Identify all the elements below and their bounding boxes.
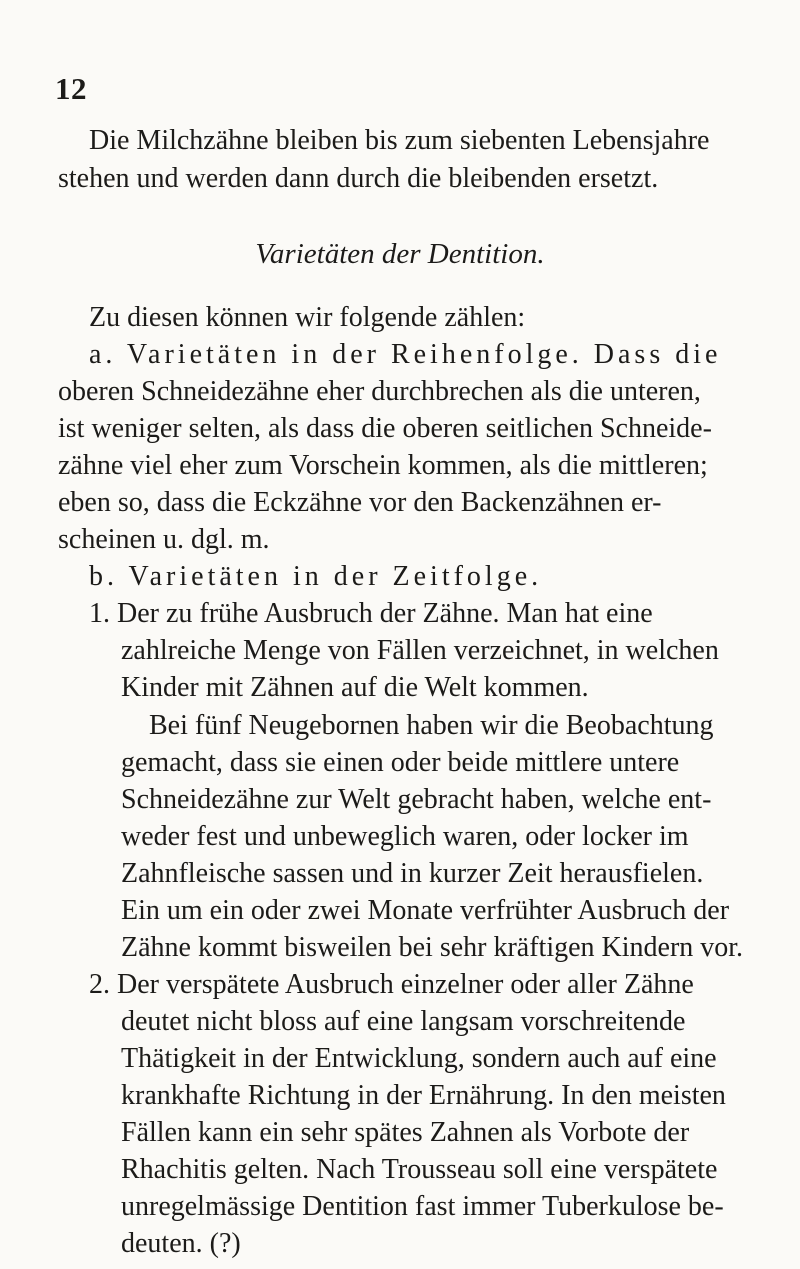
body-line: eben so, dass die Eckzähne vor den Backenzähnen er- xyxy=(58,487,662,518)
body-line: deuten. (?) xyxy=(121,1228,241,1259)
body-line: deutet nicht bloss auf eine langsam vorschreitende xyxy=(121,1006,686,1037)
body-line: Zu diesen können wir folgende zählen: xyxy=(89,302,526,333)
body-line: oberen Schneidezähne eher durchbrechen als die unteren, xyxy=(58,376,701,407)
body-line: Die Milchzähne bleiben bis zum siebenten Lebensjahre xyxy=(89,125,710,156)
body-line: Kinder mit Zähnen auf die Welt kommen. xyxy=(121,672,589,703)
body-line: gemacht, dass sie einen oder beide mittlere untere xyxy=(121,747,680,778)
body-line: Schneidezähne zur Welt gebracht haben, welche ent- xyxy=(121,784,712,815)
body-line: Zahnfleische sassen und in kurzer Zeit herausfielen. xyxy=(121,858,704,889)
body-line: Fällen kann ein sehr spätes Zahnen als Vorbote der xyxy=(121,1117,690,1148)
body-line: weder fest und unbeweglich waren, oder locker im xyxy=(121,821,689,852)
body-line: zahlreiche Menge von Fällen verzeichnet, in welchen xyxy=(121,635,719,666)
body-line: Bei fünf Neugebornen haben wir die Beobachtung xyxy=(149,710,714,741)
body-line: Ein um ein oder zwei Monate verfrühter Ausbruch der xyxy=(121,895,730,926)
body-line: stehen und werden dann durch die bleibenden ersetzt. xyxy=(58,163,659,194)
body-line: ist weniger selten, als dass die oberen seitlichen Schneide- xyxy=(58,413,712,444)
body-line: krankhafte Richtung in der Ernährung. In den meisten xyxy=(121,1080,726,1111)
body-line: scheinen u. dgl. m. xyxy=(58,524,270,555)
body-line: a. Varietäten in der Reihenfolge. Dass die xyxy=(89,339,722,370)
section-heading: Varietäten der Dentition. xyxy=(255,238,545,270)
body-line: unregelmässige Dentition fast immer Tuberkulose be- xyxy=(121,1191,724,1222)
body-line: Rhachitis gelten. Nach Trousseau soll eine verspätete xyxy=(121,1154,718,1185)
body-line: zähne viel eher zum Vorschein kommen, als die mittleren; xyxy=(58,450,708,481)
body-line: 2. Der verspätete Ausbruch einzelner oder aller Zähne xyxy=(89,969,694,1000)
body-line: b. Varietäten in der Zeitfolge. xyxy=(89,561,543,592)
body-line: Thätigkeit in der Entwicklung, sondern auch auf eine xyxy=(121,1043,717,1074)
body-line: Zähne kommt bisweilen bei sehr kräftigen Kindern vor. xyxy=(121,932,744,963)
body-line: 1. Der zu frühe Ausbruch der Zähne. Man hat eine xyxy=(89,598,653,629)
page-number: 12 xyxy=(55,71,87,106)
